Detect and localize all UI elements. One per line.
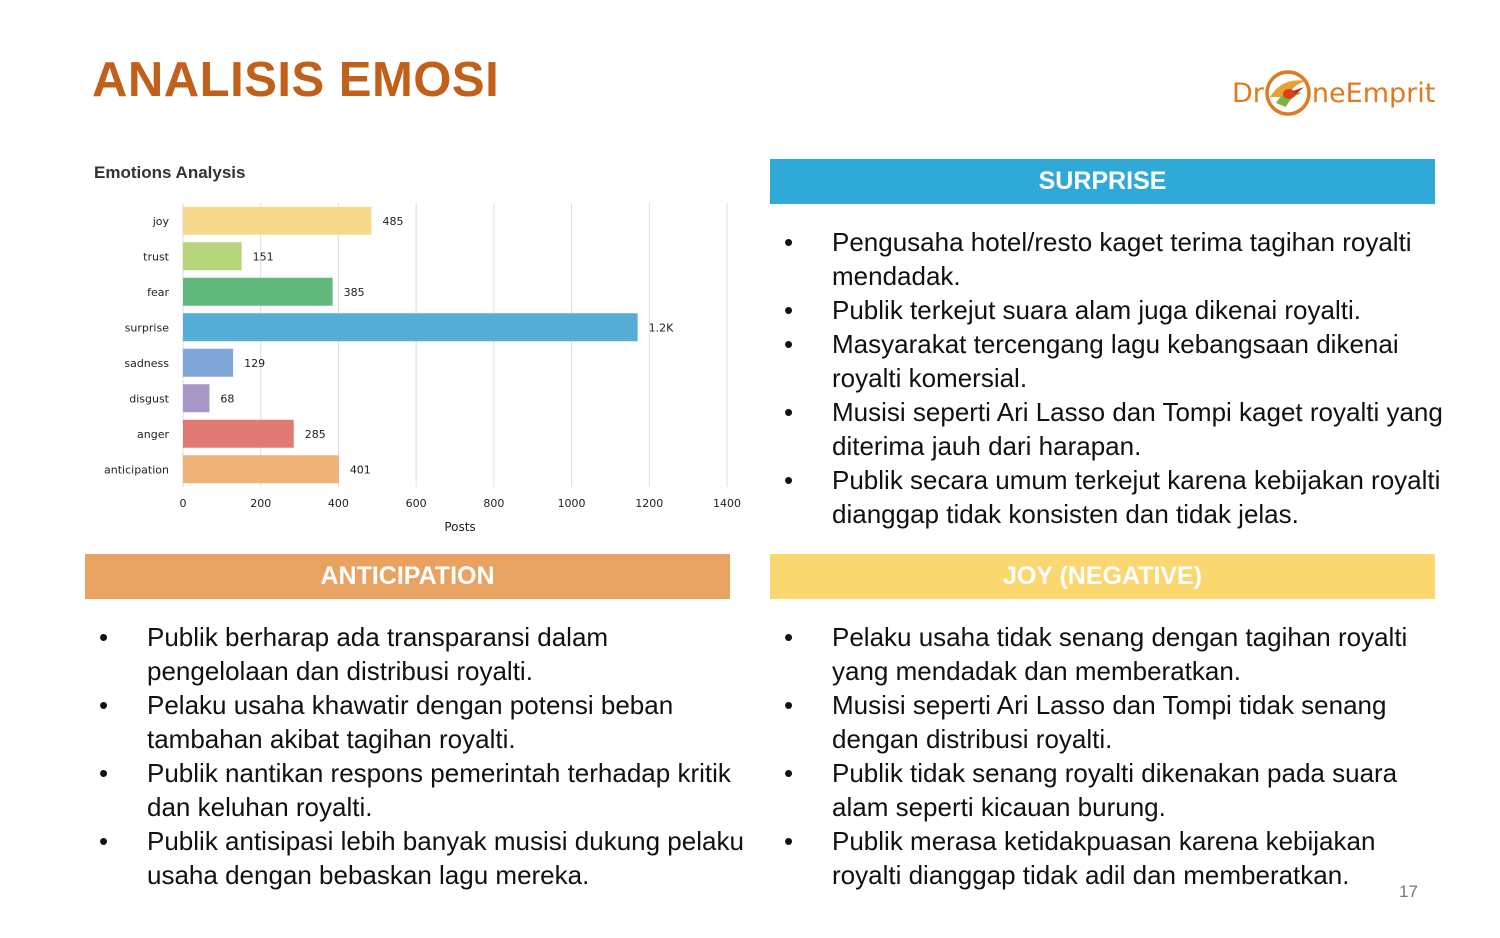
list-item: • Publik terkejut suara alam juga dikenai royalti.: [770, 293, 1450, 327]
value-label: 129: [244, 356, 266, 370]
list-item: • Publik merasa ketidakpuasan karena kebijakan royalti dianggap tidak adil dan memberatkan.: [770, 824, 1450, 892]
list-item: • Publik nantikan respons pemerintah terhadap kritik dan keluhan royalti.: [85, 756, 745, 824]
list-item: • Pelaku usaha tidak senang dengan tagihan royalti yang mendadak dan memberatkan.: [770, 620, 1450, 688]
x-tick-label: 1000: [557, 497, 586, 510]
x-tick-label: 1400: [713, 497, 741, 510]
page-number: 17: [1399, 882, 1418, 901]
logo: [1232, 64, 1442, 122]
category-label: fear: [147, 285, 169, 299]
anticipation-list: [85, 620, 745, 892]
surprise-list: [770, 225, 1450, 531]
bar-disgust: [183, 384, 209, 412]
joy-negative-list: [770, 620, 1450, 892]
x-tick-label: 400: [327, 497, 349, 510]
list-item: • Pelaku usaha khawatir dengan potensi beban tambahan akibat tagihan royalti.: [85, 688, 745, 756]
list-item: • Publik secara umum terkejut karena kebijakan royalti dianggap tidak konsisten dan tidak jelas.: [770, 463, 1450, 531]
value-label: 385: [343, 285, 365, 299]
logo-text-right: neEmprit: [1311, 77, 1436, 109]
x-tick-label: 800: [483, 497, 505, 510]
bar-anticipation: [183, 455, 339, 483]
anticipation-header: ANTICIPATION: [85, 554, 730, 599]
list-item: • Musisi seperti Ari Lasso dan Tompi tidak senang dengan distribusi royalti.: [770, 688, 1450, 756]
bar-fear: [183, 278, 333, 306]
bar-surprise: [183, 313, 638, 341]
surprise-header: SURPRISE: [770, 159, 1435, 204]
bar-anger: [183, 420, 294, 448]
list-item: • Pengusaha hotel/resto kaget terima tagihan royalti mendadak.: [770, 225, 1450, 293]
list-item: • Masyarakat tercengang lagu kebangsaan dikenai royalti komersial.: [770, 327, 1450, 395]
value-label: 1.2K: [648, 321, 674, 335]
category-label: surprise: [124, 321, 169, 335]
x-tick-label: 600: [405, 497, 427, 510]
category-label: disgust: [129, 392, 169, 406]
category-label: anger: [137, 427, 169, 441]
list-item: • Musisi seperti Ari Lasso dan Tompi kaget royalti yang diterima jauh dari harapan.: [770, 395, 1450, 463]
bar-sadness: [183, 349, 233, 377]
joy-negative-header: JOY (NEGATIVE): [770, 554, 1435, 599]
bar-trust: [183, 242, 242, 270]
x-axis-label: Posts: [444, 520, 476, 534]
category-label: trust: [143, 250, 169, 264]
x-tick-label: 0: [179, 497, 187, 510]
value-label: 285: [304, 427, 326, 441]
value-label: 485: [382, 214, 404, 228]
category-label: anticipation: [104, 463, 169, 477]
list-item: • Publik tidak senang royalti dikenakan pada suara alam seperti kicauan burung.: [770, 756, 1450, 824]
category-label: sadness: [124, 356, 169, 370]
emotions-bar-chart: [90, 195, 750, 545]
value-label: 401: [349, 463, 371, 477]
value-label: 151: [252, 250, 274, 264]
x-tick-label: 200: [250, 497, 272, 510]
drone-emprit-bird-icon: [1262, 67, 1314, 119]
chart-title: Emotions Analysis: [94, 163, 246, 182]
page-title: ANALISIS EMOSI: [92, 53, 500, 107]
category-label: joy: [152, 214, 169, 228]
value-label: 68: [220, 392, 235, 406]
bar-joy: [183, 207, 371, 235]
list-item: • Publik berharap ada transparansi dalam pengelolaan dan distribusi royalti.: [85, 620, 745, 688]
logo-text-left: Dr: [1232, 77, 1264, 109]
list-item: • Publik antisipasi lebih banyak musisi dukung pelaku usaha dengan bebaskan lagu mereka.: [85, 824, 745, 892]
x-tick-label: 1200: [635, 497, 664, 510]
